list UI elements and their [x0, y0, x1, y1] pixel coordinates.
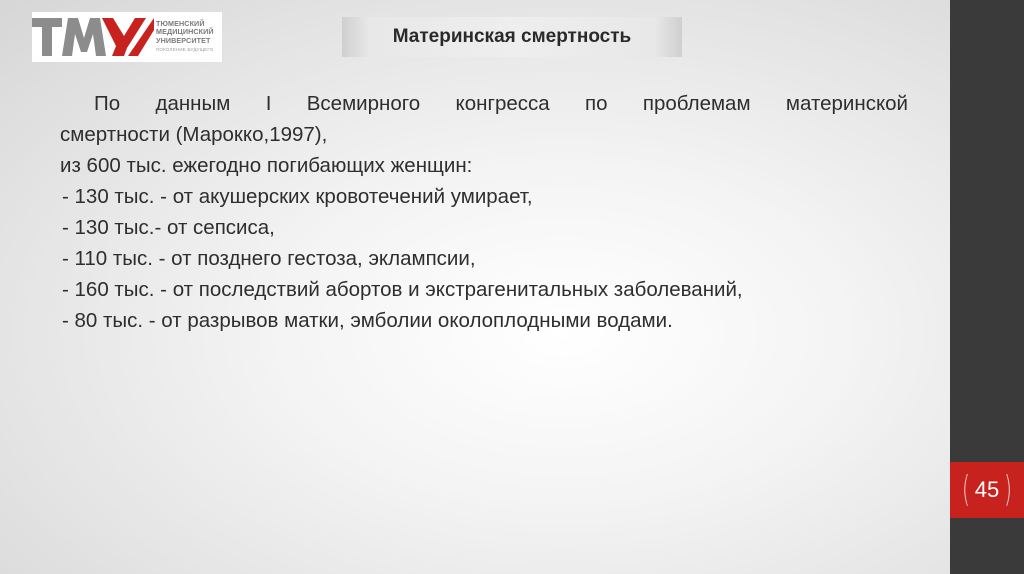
list-item-text: - 110 тыс. - от позднего гестоза, эклампсии,	[62, 247, 476, 270]
page-number: 45	[974, 477, 1000, 502]
logo-line-1: ТЮМЕНСКИЙ	[156, 18, 205, 28]
slide-title-box	[342, 17, 682, 57]
list-item-text: - 80 тыс. - от разрывов матки, эмболии околоплодными водами.	[62, 309, 673, 332]
logo-line-3: УНИВЕРСИТЕТ	[156, 35, 211, 45]
list-item	[60, 181, 908, 212]
logo-wordmark	[156, 20, 214, 55]
list-item	[60, 150, 908, 181]
list-item-text: - 130 тыс. - от акушерских кровотечений умирает,	[62, 185, 533, 208]
list-item	[60, 274, 908, 305]
logo-tagline: ПОКОЛЕНИЕ БУДУЩЕГО	[156, 47, 214, 52]
list-item	[60, 212, 908, 243]
logo-line-2: МЕДИЦИНСКИЙ	[156, 27, 214, 36]
university-logo	[32, 12, 222, 62]
list-item	[60, 305, 908, 336]
tmu-logo-mark-icon	[32, 16, 154, 58]
list-item-text: - 160 тыс. - от последствий абортов и экстрагенитальных заболеваний,	[62, 278, 743, 301]
list-item-text: - 130 тыс.- от сепсиса,	[62, 216, 275, 239]
list-item-text: из 600 тыс. ежегодно погибающих женщин:	[60, 154, 473, 177]
list-item	[60, 243, 908, 274]
slide-body	[60, 88, 908, 336]
intro-line-2: смертности (Марокко,1997),	[60, 123, 328, 146]
intro-line-1: По данным I Всемирного конгресса по проблемам материнской	[94, 92, 908, 115]
slide-title: Материнская смертность	[392, 26, 632, 47]
page-number-badge	[950, 462, 1024, 518]
right-bracket-icon: )	[1004, 469, 1013, 510]
left-bracket-icon: (	[961, 469, 970, 510]
